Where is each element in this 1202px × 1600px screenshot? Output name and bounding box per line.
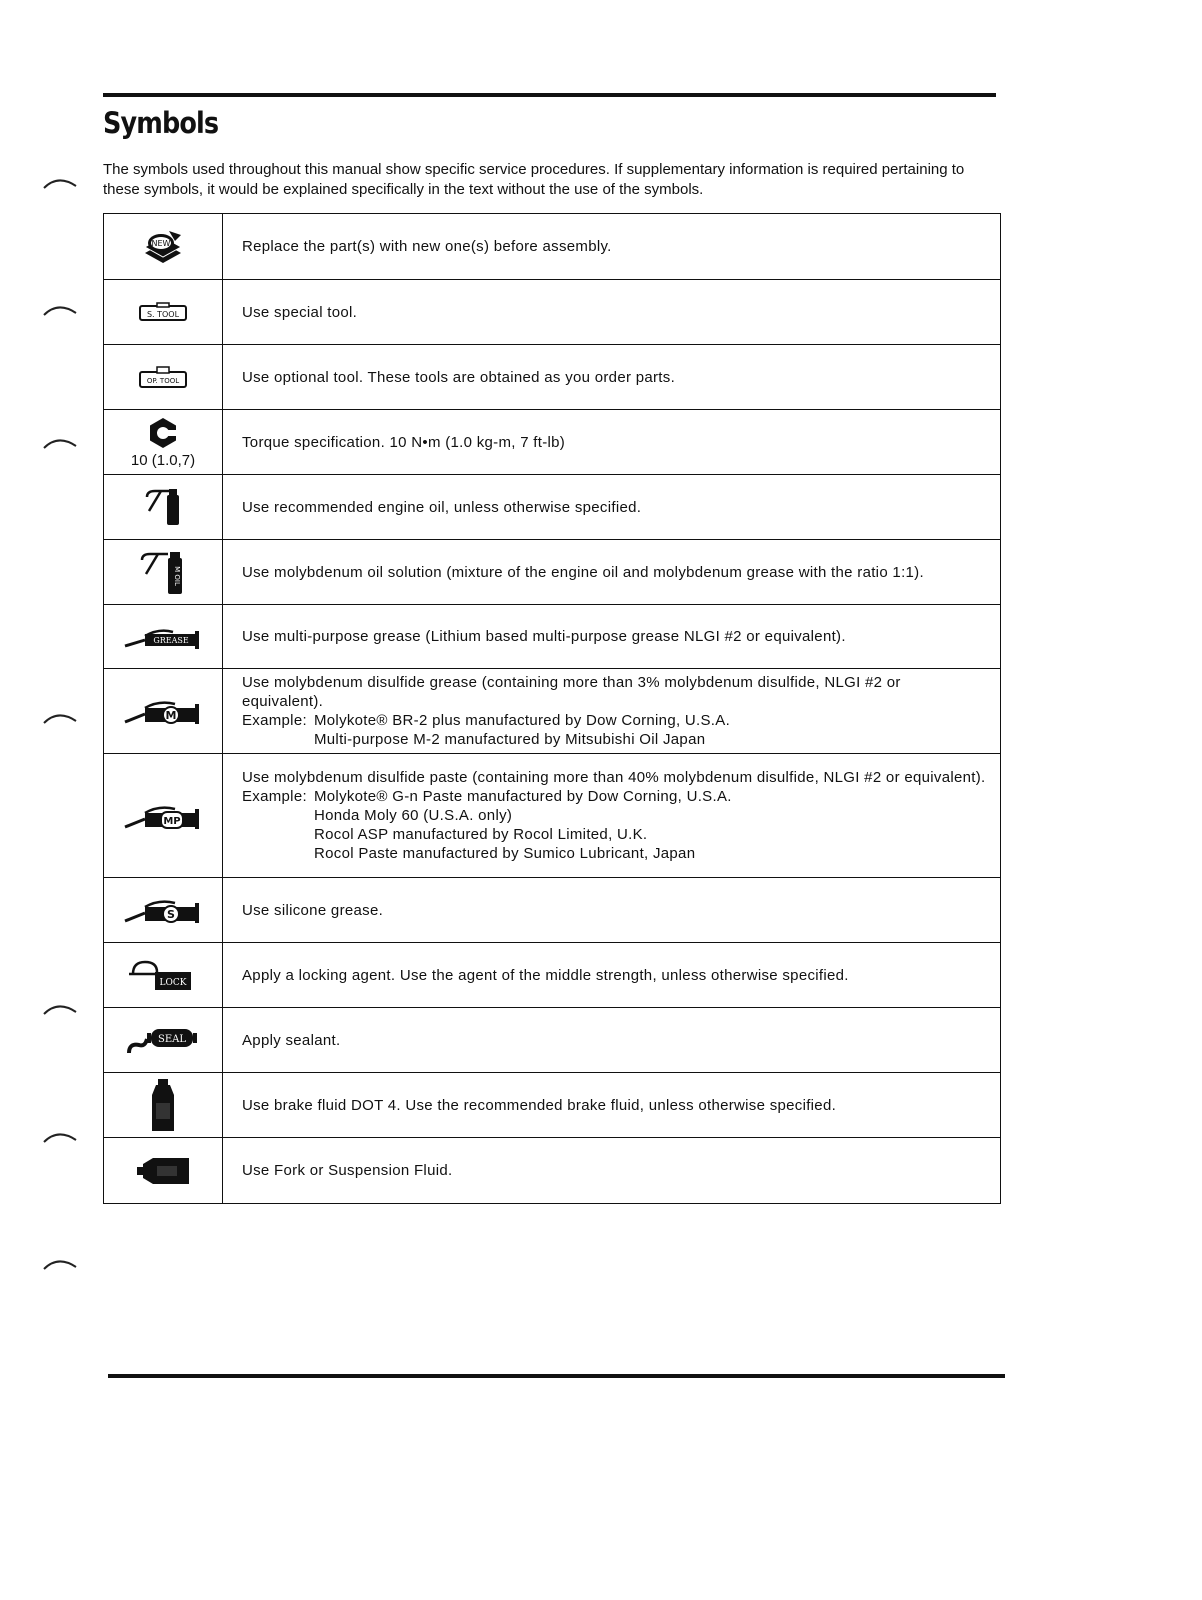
- symbol-description: Use recommended engine oil, unless otherwise specified.: [242, 498, 642, 516]
- special-tool-icon: [139, 302, 187, 322]
- torque-value-label: 10 (1.0,7): [130, 451, 196, 469]
- table-row: [104, 669, 1000, 754]
- table-row: [104, 943, 1000, 1008]
- example-text: Molykote® G-n Paste manufactured by Dow Corning, U.S.A.: [314, 788, 732, 805]
- page-title: Symbols: [103, 106, 219, 140]
- table-row: [104, 410, 1000, 475]
- locking-agent-icon: [127, 958, 199, 992]
- svg-text:LOCK: LOCK: [159, 978, 187, 988]
- symbol-description: Use brake fluid DOT 4. Use the recommended brake fluid, unless otherwise specified.: [242, 1096, 837, 1114]
- description-cell: [223, 475, 1000, 539]
- table-row: [104, 280, 1000, 345]
- symbol-description: Use molybdenum disulfide grease (containing more than 3% molybdenum disulfide, NLGI #2 or equivalent).: [242, 674, 901, 710]
- table-row: [104, 1073, 1000, 1138]
- icon-cell: [104, 943, 223, 1007]
- table-row: [104, 754, 1000, 878]
- symbol-description: Use molybdenum oil solution (mixture of the engine oil and molybdenum grease with the ratio 1:1).: [242, 563, 924, 581]
- icon-cell: [104, 1138, 223, 1203]
- table-row: [104, 345, 1000, 410]
- brake-fluid-icon: [148, 1077, 178, 1133]
- symbol-description: Use multi-purpose grease (Lithium based multi-purpose grease NLGI #2 or equivalent).: [242, 628, 846, 645]
- symbol-description: Use molybdenum disulfide paste (containing more than 40% molybdenum disulfide, NLGI #2 or equivalent).: [242, 769, 986, 786]
- icon-cell: [104, 1073, 223, 1137]
- intro-paragraph: The symbols used throughout this manual show specific service procedures. If supplementary information is required pertaining to these symbols, it would be explained specifically in the text without the use of the symbols.: [103, 161, 965, 198]
- table-row: [104, 1138, 1000, 1203]
- svg-text:M: M: [165, 709, 177, 722]
- engine-oil-icon: [141, 485, 185, 529]
- symbol-description: Use Fork or Suspension Fluid.: [242, 1162, 453, 1179]
- binder-hole-mark: [42, 303, 78, 317]
- symbol-description: Torque specification. 10 N•m (1.0 kg-m, 7 ft-lb): [242, 433, 566, 451]
- bottom-rule: [108, 1374, 1005, 1378]
- binder-hole-mark: [42, 1257, 78, 1271]
- example-text: Rocol Paste manufactured by Sumico Lubricant, Japan: [314, 845, 696, 862]
- description-cell: [223, 410, 1000, 474]
- svg-text:OP. TOOL: OP. TOOL: [146, 377, 180, 385]
- symbol-description: Use special tool.: [242, 303, 358, 321]
- example-label: Example:: [242, 788, 307, 805]
- icon-cell: [104, 605, 223, 668]
- table-row: [104, 540, 1000, 605]
- molybdenum-paste-icon: [123, 799, 203, 833]
- description-cell: [223, 1073, 1000, 1137]
- description-cell: [223, 1008, 1000, 1072]
- torque-icon: [146, 416, 180, 450]
- symbol-description: Use silicone grease.: [242, 901, 384, 919]
- icon-cell: [104, 754, 223, 877]
- binder-hole-mark: [42, 176, 78, 190]
- table-row: [104, 1008, 1000, 1073]
- icon-cell: [104, 214, 223, 279]
- description-cell: [223, 878, 1000, 942]
- svg-text:GREASE: GREASE: [153, 635, 189, 645]
- grease-icon: [123, 622, 203, 652]
- symbol-description: Apply sealant.: [242, 1031, 341, 1049]
- table-row: [104, 878, 1000, 943]
- table-row: [104, 475, 1000, 540]
- symbol-description: Use optional tool. These tools are obtained as you order parts.: [242, 368, 676, 386]
- example-text: Honda Moly 60 (U.S.A. only): [314, 807, 513, 824]
- icon-cell: [104, 540, 223, 604]
- icon-cell: [104, 475, 223, 539]
- icon-cell: [104, 878, 223, 942]
- svg-text:NEW: NEW: [151, 238, 171, 248]
- svg-text:S: S: [167, 908, 175, 921]
- description-cell: [223, 345, 1000, 409]
- molybdenum-oil-icon: [138, 548, 188, 596]
- icon-cell: [104, 280, 223, 344]
- optional-tool-icon: [139, 365, 187, 389]
- binder-hole-mark: [42, 1130, 78, 1144]
- icon-cell: [104, 669, 223, 753]
- description-cell: [223, 943, 1000, 1007]
- top-rule: [103, 93, 996, 97]
- svg-text:S. TOOL: S. TOOL: [146, 310, 180, 319]
- description-cell: [223, 540, 1000, 604]
- description-cell: [223, 1138, 1000, 1203]
- example-text: Multi-purpose M-2 manufactured by Mitsubishi Oil Japan: [314, 731, 706, 748]
- binder-hole-mark: [42, 711, 78, 725]
- example-text: Molykote® BR-2 plus manufactured by Dow Corning, U.S.A.: [314, 712, 731, 729]
- symbol-description: Apply a locking agent. Use the agent of the middle strength, unless otherwise specified.: [242, 966, 849, 984]
- table-row: [104, 605, 1000, 669]
- symbol-description: Replace the part(s) with new one(s) before assembly.: [242, 238, 612, 255]
- table-row: [104, 214, 1000, 280]
- description-cell: [223, 754, 1000, 877]
- icon-cell: [104, 410, 223, 474]
- icon-cell: [104, 345, 223, 409]
- binder-hole-mark: [42, 436, 78, 450]
- example-label: Example:: [242, 712, 307, 729]
- example-line: [242, 711, 986, 730]
- new-part-icon: [139, 227, 187, 267]
- molybdenum-grease-icon: [123, 694, 203, 728]
- icon-cell: [104, 1008, 223, 1072]
- example-text: Rocol ASP manufactured by Rocol Limited, U.K.: [314, 826, 648, 843]
- example-line: [242, 787, 986, 806]
- fork-fluid-icon: [135, 1156, 191, 1186]
- description-cell: [223, 669, 1000, 753]
- description-cell: [223, 280, 1000, 344]
- svg-text:SEAL: SEAL: [157, 1034, 187, 1045]
- svg-text:M OIL: M OIL: [173, 566, 181, 586]
- description-cell: [223, 605, 1000, 668]
- binder-hole-mark: [42, 1002, 78, 1016]
- silicone-grease-icon: [123, 893, 203, 927]
- sealant-icon: [125, 1023, 201, 1057]
- description-cell: [223, 214, 1000, 279]
- symbols-table: [103, 213, 1001, 1204]
- svg-text:MP: MP: [163, 815, 181, 827]
